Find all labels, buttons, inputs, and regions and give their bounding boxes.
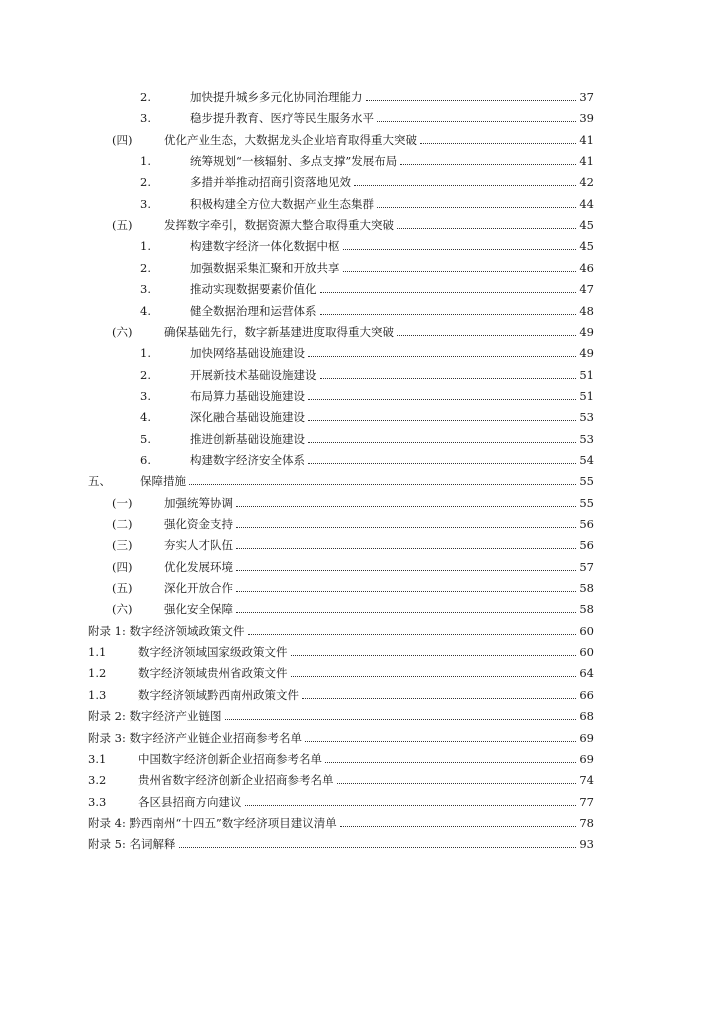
toc-entry-number: 4.: [140, 410, 151, 425]
toc-entry-title: 深化融合基础设施建设: [190, 410, 305, 425]
dot-leader: [377, 121, 576, 122]
toc-entry-title: 优化发展环境: [164, 559, 233, 574]
toc-entry-page-number: 69: [579, 730, 594, 745]
toc-entry[interactable]: [140, 340, 594, 360]
toc-entry[interactable]: [140, 233, 594, 253]
toc-entry-number: 3.2: [88, 773, 107, 788]
toc-entry-page-number: 77: [579, 794, 594, 809]
toc-entry-number: 2.: [140, 260, 151, 275]
toc-entry-title: 推动实现数据要素价值化: [190, 282, 317, 297]
toc-entry-page-number: 44: [579, 196, 594, 211]
toc-entry[interactable]: [88, 682, 594, 702]
toc-entry[interactable]: [140, 298, 594, 318]
toc-entry-number: 3.: [140, 111, 151, 126]
toc-entry-title: 中国数字经济创新企业招商参考名单: [138, 751, 322, 766]
dot-leader: [366, 100, 577, 101]
toc-entry-page-number: 45: [579, 218, 594, 233]
dot-leader: [354, 185, 576, 186]
toc-entry-title: 推进创新基础设施建设: [190, 431, 305, 446]
toc-entry-page-number: 55: [579, 495, 594, 510]
toc-entry-number: (四): [112, 132, 133, 147]
toc-entry[interactable]: [140, 404, 594, 424]
toc-entry[interactable]: [88, 703, 594, 723]
toc-entry-page-number: 49: [579, 346, 594, 361]
toc-entry-number: 3.1: [88, 751, 107, 766]
dot-leader: [291, 676, 577, 677]
toc-entry-page-number: 53: [579, 431, 594, 446]
dot-leader: [308, 463, 576, 464]
dot-leader: [343, 249, 577, 250]
dot-leader: [179, 847, 577, 848]
toc-entry-title: 发挥数字牵引，数据资源大整合取得重大突破: [164, 218, 394, 233]
toc-entry-title: 夯实人才队伍: [164, 538, 233, 553]
toc-entry[interactable]: [112, 554, 594, 574]
dot-leader: [397, 335, 576, 336]
toc-entry[interactable]: [140, 383, 594, 403]
toc-entry-number: 1.: [140, 239, 151, 254]
toc-entry-page-number: 68: [579, 709, 594, 724]
toc-entry-number: (五): [112, 218, 133, 233]
toc-entry-title: 开展新技术基础设施建设: [190, 367, 317, 382]
toc-entry-page-number: 49: [579, 324, 594, 339]
toc-entry-title: 附录 3: 数字经济产业链企业招商参考名单: [88, 730, 303, 745]
toc-entry-title: 布局算力基础设施建设: [190, 388, 305, 403]
toc-entry[interactable]: [112, 596, 594, 616]
toc-entry-page-number: 66: [579, 687, 594, 702]
toc-entry[interactable]: [112, 511, 594, 531]
toc-entry-number: (六): [112, 324, 133, 339]
toc-entry-title: 加强数据采集汇聚和开放共享: [190, 260, 340, 275]
toc-entry[interactable]: [112, 212, 594, 232]
toc-entry[interactable]: [112, 127, 594, 147]
dot-leader: [400, 164, 576, 165]
toc-entry-title: 积极构建全方位大数据产业生态集群: [190, 196, 374, 211]
toc-entry[interactable]: [88, 810, 594, 830]
toc-entry[interactable]: [88, 468, 594, 488]
toc-entry-number: 1.: [140, 154, 151, 169]
toc-entry-number: (四): [112, 559, 133, 574]
toc-entry-page-number: 74: [579, 773, 594, 788]
toc-entry[interactable]: [112, 532, 594, 552]
dot-leader: [308, 399, 576, 400]
toc-entry[interactable]: [88, 746, 594, 766]
toc-entry-page-number: 69: [579, 751, 594, 766]
dot-leader: [397, 228, 576, 229]
toc-entry-number: 5.: [140, 431, 151, 446]
toc-entry-title: 构建数字经济一体化数据中枢: [190, 239, 340, 254]
toc-entry[interactable]: [140, 255, 594, 275]
toc-entry-number: 2.: [140, 175, 151, 190]
dot-leader: [291, 655, 577, 656]
toc-entry-page-number: 48: [579, 303, 594, 318]
toc-entry-title: 附录 5: 名词解释: [88, 837, 176, 852]
toc-entry-page-number: 56: [579, 538, 594, 553]
toc-entry[interactable]: [88, 725, 594, 745]
toc-entry-number: (二): [112, 517, 133, 531]
toc-entry-title: 附录 2: 数字经济产业链图: [88, 709, 222, 724]
toc-entry-title: 统筹规划“一核辐射、多点支撑”发展布局: [190, 154, 398, 169]
toc-entry[interactable]: [140, 148, 594, 168]
dot-leader: [325, 762, 576, 763]
toc-entry[interactable]: [140, 362, 594, 382]
toc-entry[interactable]: [140, 276, 594, 296]
dot-leader: [189, 484, 576, 485]
toc-entry-title: 数字经济领域国家级政策文件: [138, 645, 288, 660]
toc-entry-title: 加快网络基础设施建设: [190, 346, 305, 361]
toc-entry-page-number: 55: [579, 474, 594, 489]
toc-entry-page-number: 60: [579, 623, 594, 638]
toc-entry-number: (三): [112, 538, 133, 553]
dot-leader: [308, 356, 576, 357]
toc-entry-title: 健全数据治理和运营体系: [190, 303, 317, 318]
toc-entry[interactable]: [140, 447, 594, 467]
toc-entry-title: 保障措施: [140, 474, 186, 489]
dot-leader: [340, 826, 577, 827]
toc-entry[interactable]: [88, 767, 594, 787]
toc-entry-page-number: 41: [579, 132, 594, 147]
toc-entry-page-number: 51: [579, 367, 594, 382]
toc-entry-title: 强化安全保障: [164, 602, 233, 617]
toc-entry-number: 2.: [140, 90, 151, 104]
toc-entry-page-number: 56: [579, 517, 594, 531]
toc-entry-title: 强化资金支持: [164, 517, 233, 531]
toc-entry-number: (五): [112, 581, 133, 596]
toc-entry[interactable]: [88, 789, 594, 809]
dot-leader: [225, 719, 577, 720]
toc-entry-number: 3.: [140, 388, 151, 403]
toc-entry-number: 3.: [140, 282, 151, 297]
toc-entry-title: 附录 1: 数字经济领域政策文件: [88, 623, 245, 638]
toc-entry-page-number: 78: [579, 815, 594, 830]
toc-entry-page-number: 45: [579, 239, 594, 254]
toc-entry-title: 优化产业生态，大数据龙头企业培育取得重大突破: [164, 132, 417, 147]
dot-leader: [320, 378, 577, 379]
toc-entry[interactable]: [112, 490, 594, 510]
dot-leader: [236, 548, 576, 549]
toc-entry[interactable]: [88, 639, 594, 659]
toc-entry-page-number: 51: [579, 388, 594, 403]
toc-entry-page-number: 41: [579, 154, 594, 169]
toc-entry-title: 数字经济领域贵州省政策文件: [138, 666, 288, 681]
dot-leader: [337, 783, 577, 784]
toc-entry-page-number: 58: [579, 602, 594, 617]
toc-entry-title: 确保基础先行，数字新基建进度取得重大突破: [164, 324, 394, 339]
toc-entry-number: (六): [112, 602, 133, 617]
toc-entry-number: 2.: [140, 367, 151, 382]
dot-leader: [320, 292, 577, 293]
toc-entry-number: 4.: [140, 303, 151, 318]
dot-leader: [236, 506, 576, 507]
toc-entry-page-number: 47: [579, 282, 594, 297]
toc-entry-title: 贵州省数字经济创新企业招商参考名单: [138, 773, 334, 788]
toc-entry-number: 1.3: [88, 687, 107, 702]
toc-entry-title: 深化开放合作: [164, 581, 233, 596]
toc-entry[interactable]: [140, 191, 594, 211]
toc-entry-title: 多措并举推动招商引资落地见效: [190, 175, 351, 190]
toc-entry-number: 1.1: [88, 645, 107, 660]
toc-entry-page-number: 37: [579, 90, 594, 104]
toc-entry-page-number: 58: [579, 581, 594, 596]
toc-entry-number: 1.: [140, 346, 151, 361]
toc-entry-title: 附录 4: 黔西南州“十四五”数字经济项目建议清单: [88, 815, 337, 830]
toc-entry[interactable]: [140, 105, 594, 125]
dot-leader: [248, 634, 577, 635]
toc-entry[interactable]: [140, 84, 594, 104]
dot-leader: [308, 420, 576, 421]
toc-entry[interactable]: [88, 831, 594, 851]
toc-entry-title: 各区县招商方向建议: [138, 794, 242, 809]
toc-entry-title: 稳步提升教育、医疗等民生服务水平: [190, 111, 374, 126]
toc-entry[interactable]: [88, 660, 594, 680]
dot-leader: [305, 741, 576, 742]
toc-entry-number: 6.: [140, 452, 151, 467]
toc-entry-number: (一): [112, 495, 133, 510]
toc-entry-title: 数字经济领域黔西南州政策文件: [138, 687, 299, 702]
dot-leader: [245, 805, 577, 806]
dot-leader: [302, 698, 576, 699]
toc-entry-page-number: 93: [579, 837, 594, 852]
toc-entry-number: 五、: [88, 474, 111, 489]
toc-entry-title: 加强统筹协调: [164, 495, 233, 510]
dot-leader: [377, 207, 576, 208]
toc-entry-page-number: 60: [579, 645, 594, 660]
dot-leader: [420, 143, 576, 144]
dot-leader: [343, 271, 577, 272]
toc-entry[interactable]: [140, 169, 594, 189]
toc-entry[interactable]: [88, 618, 594, 638]
dot-leader: [236, 527, 576, 528]
toc-entry-number: 1.2: [88, 666, 107, 681]
toc-entry-page-number: 64: [579, 666, 594, 681]
toc-entry-page-number: 54: [579, 452, 594, 467]
toc-entry-page-number: 57: [579, 559, 594, 574]
dot-leader: [320, 314, 577, 315]
toc-entry-number: 3.3: [88, 794, 107, 809]
dot-leader: [308, 442, 576, 443]
dot-leader: [236, 570, 576, 571]
toc-entry[interactable]: [112, 575, 594, 595]
toc-entry[interactable]: [112, 319, 594, 339]
dot-leader: [236, 591, 576, 592]
toc-entry-title: 加快提升城乡多元化协同治理能力: [190, 90, 363, 104]
toc-entry-page-number: 46: [579, 260, 594, 275]
toc-entry-number: 3.: [140, 196, 151, 211]
toc-entry-page-number: 39: [579, 111, 594, 126]
toc-entry-page-number: 53: [579, 410, 594, 425]
toc-entry[interactable]: [140, 426, 594, 446]
dot-leader: [236, 612, 576, 613]
toc-entry-title: 构建数字经济安全体系: [190, 452, 305, 467]
toc-entry-page-number: 42: [579, 175, 594, 190]
